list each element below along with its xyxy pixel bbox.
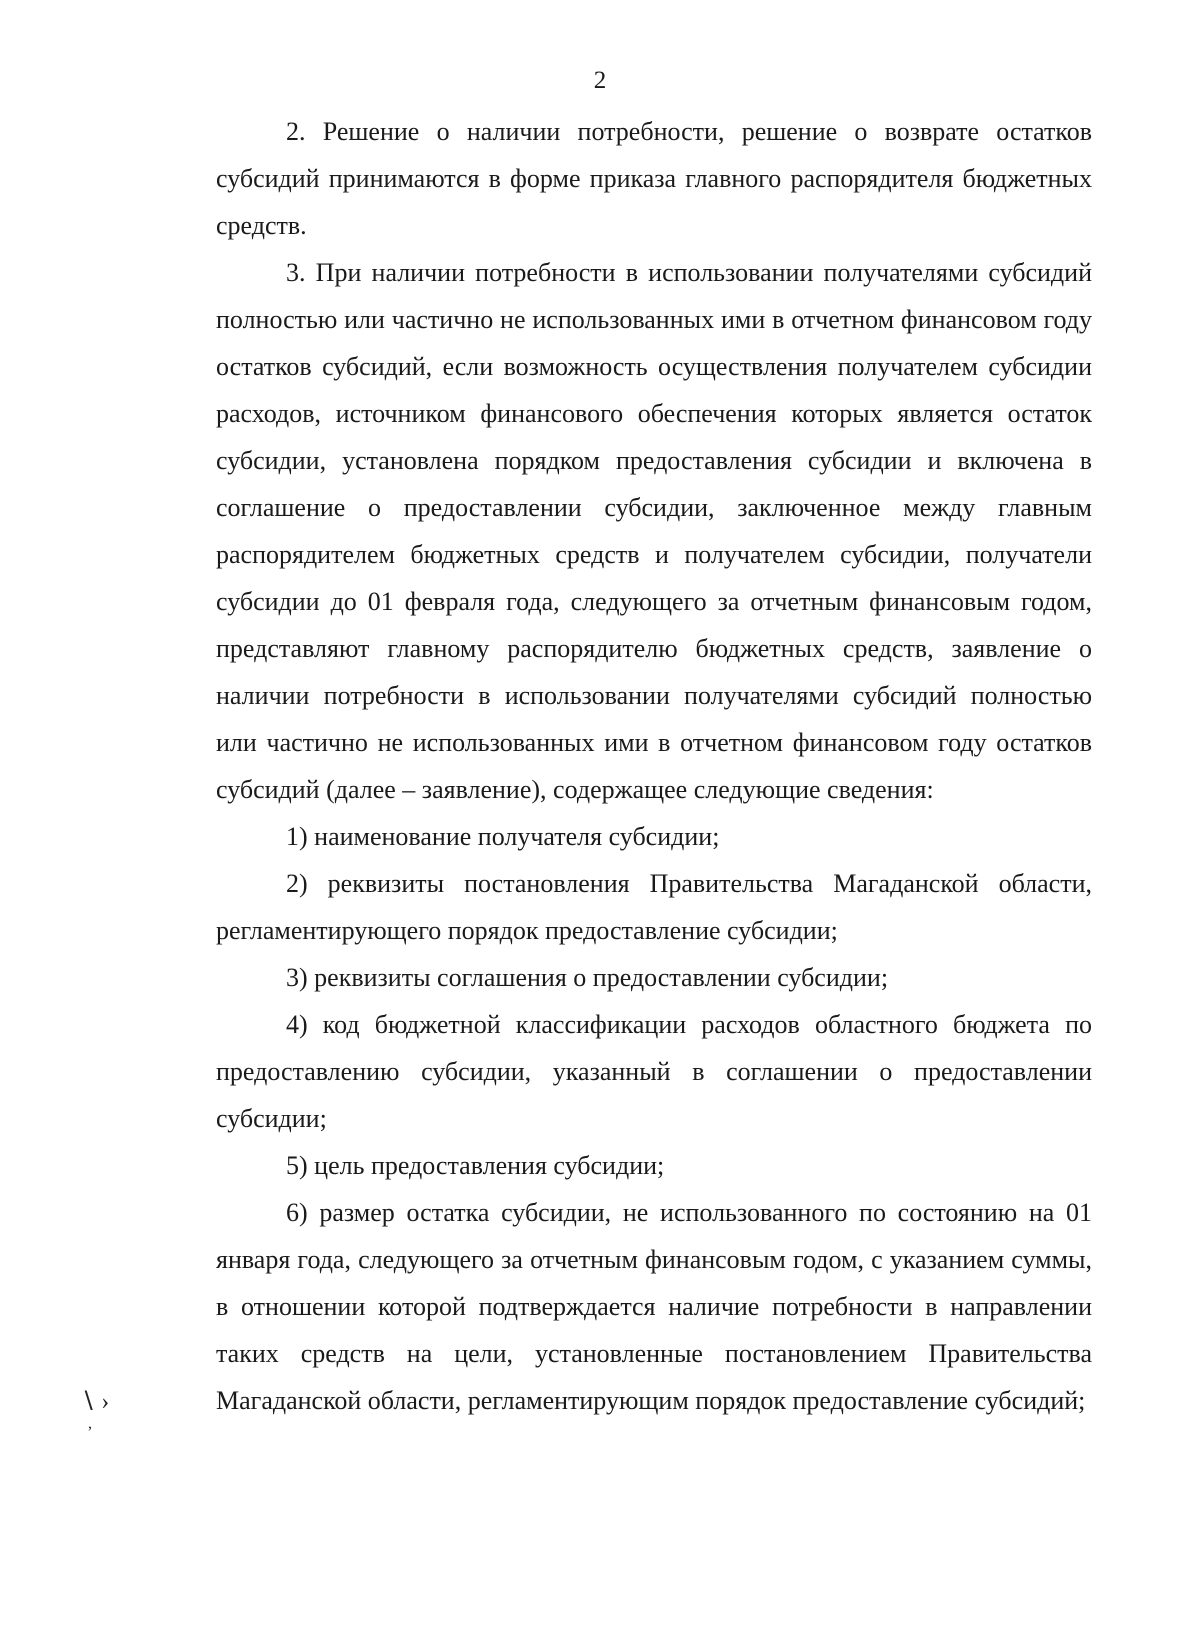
list-item-4: 4) код бюджетной классификации расходов областного бюджета по предоставлению субсидии, указанный в соглашении о предоставлении субсидии; — [216, 1010, 1092, 1133]
list-item-1: 1) наименование получателя субсидии; — [286, 822, 720, 851]
paragraph-2: 2. Решение о наличии потребности, решение о возврате остатков субсидий принимаются в форме приказа главного распорядителя бюджетных средств. — [216, 117, 1092, 240]
paragraph-3: 3. При наличии потребности в использовании получателями субсидий полностью или частично не использованных ими в отчетном финансовом году остатков субсидий, если возможность осуществления получателем субсидии расходов, источником финансового обеспечения которых является остаток субсидии, установлена порядком предоставления субсидии и включена в соглашение о предоставлении субсидии, заключенное между главным распорядителем бюджетных средств и получателем субсидии, получатели субсидии до 01 февраля года, следующего за отчетным финансовым годом, представляют главному распорядителю бюджетных средств, заявление о наличии потребности в использовании получателями субсидий полностью или частично не использованных ими в отчетном финансовом году остатков субсидий (далее – заявление), содержащее следующие сведения: — [216, 258, 1092, 804]
page-number: 2 — [593, 67, 607, 94]
scan-artifact-dot: , — [88, 1415, 92, 1432]
document-body — [216, 108, 1092, 1424]
scan-artifact-mark: ∖ › — [80, 1389, 110, 1415]
list-item-6: 6) размер остатка субсидии, не использованного по состоянию на 01 января года, следующего за отчетным финансовым годом, с указанием суммы, в отношении которой подтверждается наличие потребности в направлении таких средств на цели, установленные постановлением Правительства Магаданской области, регламентирующим порядок предоставление субсидий; — [216, 1198, 1092, 1415]
list-item-3: 3) реквизиты соглашения о предоставлении субсидии; — [286, 963, 889, 992]
list-item-2: 2) реквизиты постановления Правительства Магаданской области, регламентирующего порядок предоставление субсидии; — [216, 869, 1092, 945]
list-item-5: 5) цель предоставления субсидии; — [286, 1151, 665, 1180]
